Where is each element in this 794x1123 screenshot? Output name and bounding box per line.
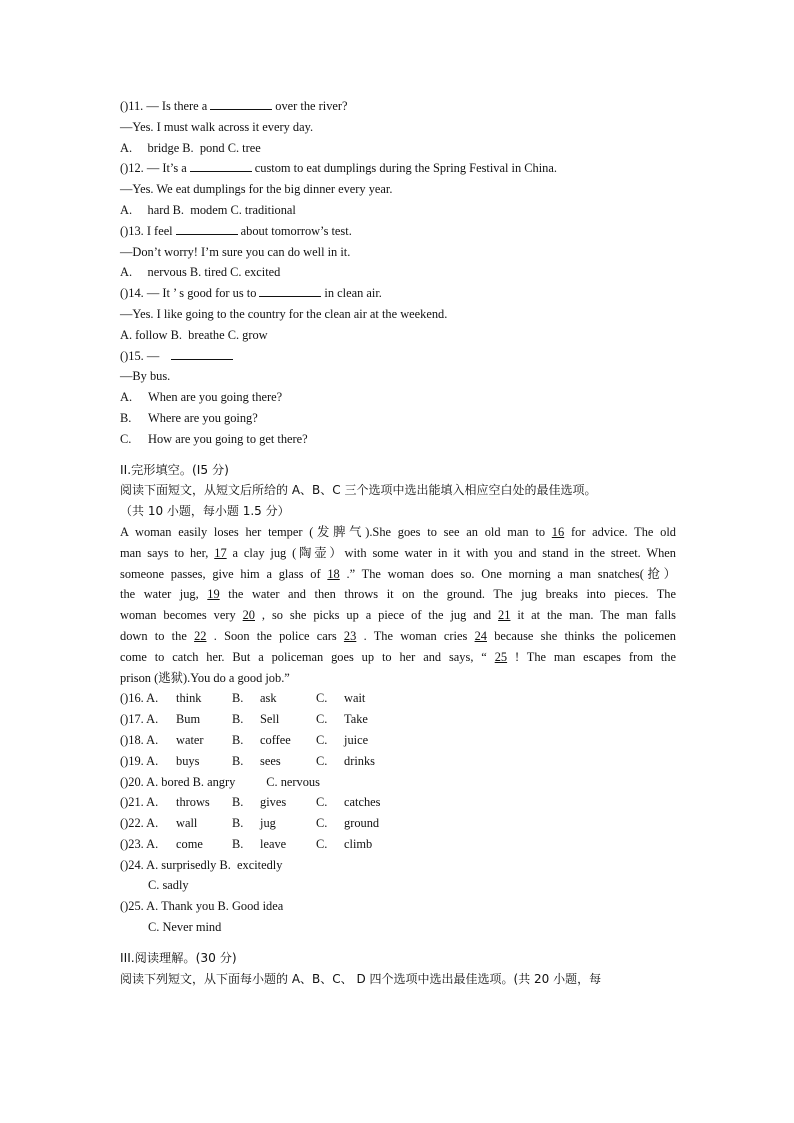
question-number: ()19. A. (120, 753, 159, 768)
option-a: Bum (176, 712, 201, 727)
passage-text: woman becomes very (120, 608, 243, 623)
passage-text: someone passes, give him a glass of (120, 566, 328, 581)
option-a: water (176, 732, 204, 747)
option-c: ground (344, 816, 380, 831)
option-label: B. (232, 712, 244, 727)
blank-number: 17 (214, 545, 227, 560)
option-label: B. (232, 816, 244, 831)
blank-number: 18 (327, 566, 340, 581)
question-14-stem: ()14. — It ’ s good for us to (120, 286, 257, 301)
option-label: B. (232, 836, 244, 851)
option-label: C. (316, 712, 328, 727)
question-15-option-b: B. Where are you going? (120, 410, 258, 425)
cloze-passage (120, 522, 676, 688)
question-number: ()18. A. (120, 732, 159, 747)
question-11-options: A. bridge B. pond C. tree (120, 140, 261, 155)
option-label: B. (232, 732, 244, 747)
cloze-question (120, 709, 676, 730)
question-15-response: —By bus. (120, 369, 171, 384)
passage-text: , so she picks up a piece of the jug and (255, 608, 499, 623)
answer-blank (210, 97, 272, 110)
option-b: ask (260, 691, 277, 706)
answer-blank (259, 284, 321, 297)
option-label: C. (316, 816, 328, 831)
option-c: drinks (344, 753, 375, 768)
question-11-stem: ()11. — Is there a (120, 99, 208, 113)
question-12-options: A. hard B. modem C. traditional (120, 202, 296, 217)
cloze-instruction-score: （共 10 小题，每小题 1.5 分） (120, 504, 290, 519)
passage-text: for advice. The old (564, 524, 676, 539)
answer-blank (190, 159, 252, 172)
question-14-options: A. follow B. breathe C. grow (120, 327, 268, 342)
question-number: ()21. A. (120, 795, 159, 810)
blank-number: 24 (474, 628, 487, 643)
question-11 (120, 96, 676, 117)
question-14-tail: in clean air. (324, 286, 382, 301)
question-13-response: —Don’t worry! I’m sure you can do well in it. (120, 244, 351, 259)
cloze-question-24: ()24. A. surprisedly B. excitedly (120, 857, 283, 872)
question-14-response: —Yes. I like going to the country for the clean air at the weekend. (120, 306, 448, 321)
blank-number: 25 (494, 649, 508, 664)
option-b: jug (260, 816, 276, 831)
question-11-response: —Yes. I must walk across it every day. (120, 119, 314, 134)
blank-number: 23 (343, 628, 357, 643)
section-heading-reading: III.阅读理解。(30 分) (120, 950, 237, 965)
option-a: buys (176, 753, 200, 768)
cloze-question-20: ()20. A. bored B. angry C. nervous (120, 774, 320, 789)
question-12-stem: ()12. — It’s a (120, 161, 187, 176)
cloze-questions (120, 688, 676, 938)
passage-text: the water and then throws it on the ground. The jug breaks into pieces. The (219, 587, 676, 602)
option-label: B. (232, 795, 244, 810)
option-c: Take (344, 712, 368, 727)
passage-text: down to the (120, 628, 195, 643)
option-c: juice (344, 732, 369, 747)
question-15-option-a: A. When are you going there? (120, 390, 283, 405)
option-b: leave (260, 836, 287, 851)
passage-line (120, 626, 676, 647)
cloze-question-25: ()25. A. Thank you B. Good idea (120, 899, 284, 914)
passage-line (120, 522, 676, 543)
cloze-question (120, 792, 676, 813)
option-c: wait (344, 691, 366, 706)
option-label: C. (316, 836, 328, 851)
option-label: C. (316, 732, 328, 747)
passage-text: a clay jug (陶壶）with some water in it with you and stand in the street. When (226, 545, 677, 560)
option-a: throws (176, 795, 210, 810)
blank-number: 20 (242, 608, 255, 623)
passage-text: prison (逃狱).You do a good job.” (120, 670, 290, 685)
passage-text: it at the man. The man falls (510, 608, 676, 623)
cloze-question (120, 688, 676, 709)
question-12-response: —Yes. We eat dumplings for the big dinner every year. (120, 182, 393, 197)
passage-text: because she thinks the policemen (486, 628, 676, 643)
question-13-tail: about tomorrow’s test. (240, 223, 352, 238)
option-c: climb (344, 836, 373, 851)
question-15-stem: ()15. — (120, 348, 160, 363)
question-number: ()17. A. (120, 712, 159, 727)
option-label: C. (316, 691, 328, 706)
section-heading-cloze: II.完形填空。(I5 分) (120, 462, 229, 477)
option-a: wall (176, 816, 198, 831)
cloze-question-25-option-c: C. Never mind (148, 920, 222, 935)
cloze-question (120, 730, 676, 751)
question-number: ()22. A. (120, 816, 159, 831)
option-label: C. (316, 795, 328, 810)
cloze-question (120, 751, 676, 772)
blank-number: 16 (551, 524, 565, 539)
passage-line (120, 605, 676, 626)
option-b: gives (260, 795, 287, 810)
passage-text: . The woman cries (356, 628, 475, 643)
passage-line (120, 647, 676, 668)
passage-line (120, 543, 676, 564)
question-13 (120, 221, 676, 242)
option-b: coffee (260, 732, 291, 747)
question-12 (120, 158, 676, 179)
answer-blank (171, 347, 233, 360)
passage-text: .” The woman does so. One morning a man snatches(抢） (339, 566, 676, 581)
option-a: come (176, 836, 203, 851)
option-label: B. (232, 753, 244, 768)
question-number: ()23. A. (120, 836, 159, 851)
question-13-stem: ()13. I feel (120, 223, 173, 238)
question-14 (120, 283, 676, 304)
passage-text: A woman easily loses her temper (发脾气).She goes to see an old man to (120, 524, 552, 539)
question-15-option-c: C. How are you going to get there? (120, 431, 308, 446)
passage-text: . Soon the police cars (206, 628, 344, 643)
question-15 (120, 346, 676, 367)
passage-text: come to catch her. But a policeman goes up to her and says, “ (120, 649, 495, 664)
blank-number: 22 (194, 628, 207, 643)
cloze-question-24-option-c: C. sadly (148, 878, 189, 893)
question-number: ()16. A. (120, 691, 159, 706)
answer-blank (176, 222, 238, 235)
question-11-tail: over the river? (275, 99, 348, 113)
option-a: think (176, 691, 202, 706)
cloze-instruction: 阅读下面短文，从短文后所给的 A、B、C 三个选项中选出能填入相应空白处的最佳选项。 (120, 483, 597, 498)
passage-text: the water jug, (120, 587, 208, 602)
passage-line (120, 564, 676, 585)
question-13-options: A. nervous B. tired C. excited (120, 265, 281, 280)
question-12-tail: custom to eat dumplings during the Spring Festival in China. (254, 161, 557, 176)
passage-line (120, 584, 676, 605)
option-b: Sell (260, 712, 280, 727)
option-label: C. (316, 753, 328, 768)
blank-number: 19 (207, 587, 220, 602)
option-c: catches (344, 795, 381, 810)
cloze-question (120, 834, 676, 855)
passage-text: man says to her, (120, 545, 215, 560)
cloze-question (120, 813, 676, 834)
passage-text: ! The man escapes from the (507, 649, 676, 664)
option-label: B. (232, 691, 244, 706)
blank-number: 21 (498, 608, 511, 623)
worksheet-page (120, 96, 676, 989)
passage-line (120, 668, 676, 689)
option-b: sees (260, 753, 281, 768)
reading-instruction: 阅读下列短文，从下面每小题的 A、B、C、 D 四个选项中选出最佳选项。(共 20 小题，每 (120, 971, 602, 986)
